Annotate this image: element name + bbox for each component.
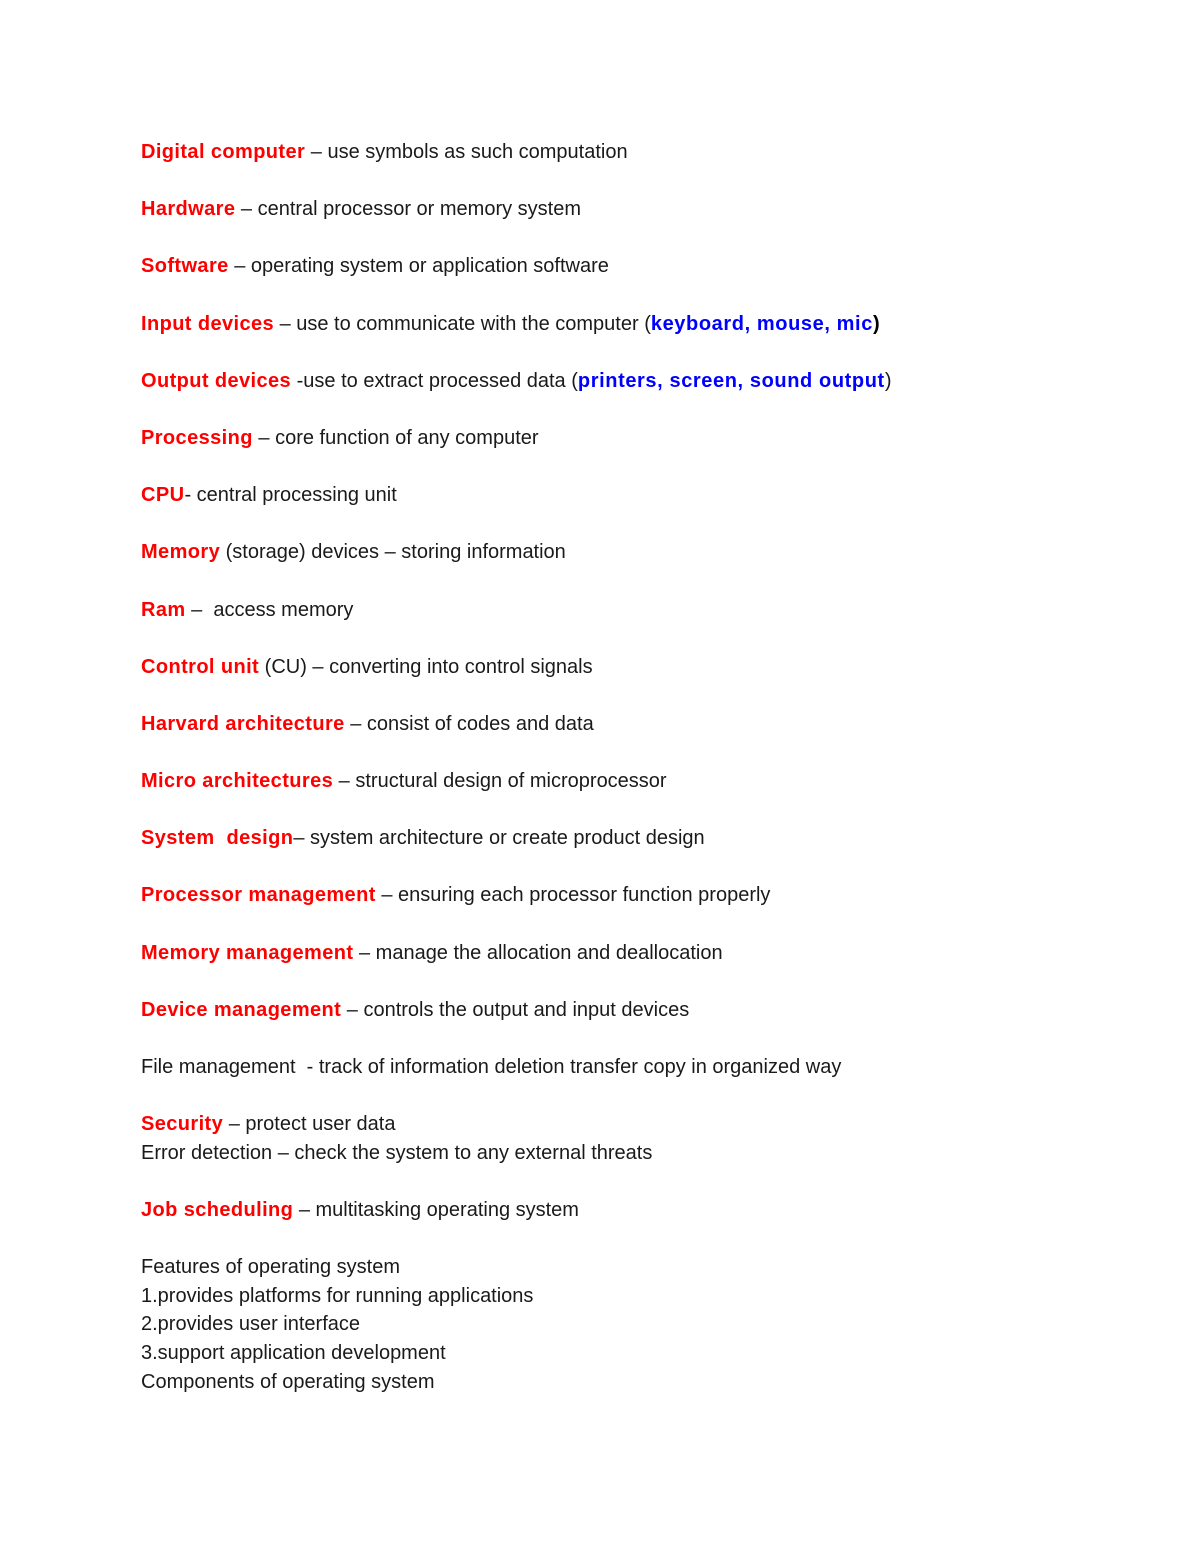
definition-text: – manage the allocation and deallocation xyxy=(353,941,723,964)
term: Job scheduling xyxy=(141,1198,294,1221)
definition-hardware xyxy=(141,195,1101,224)
components-heading xyxy=(141,1368,1101,1397)
definition-text: – central processor or memory system xyxy=(235,198,582,221)
term: Ram xyxy=(141,598,186,621)
closing-paren: ) xyxy=(884,369,892,392)
definition-device-management xyxy=(141,996,1101,1025)
term: Processor management xyxy=(141,884,376,907)
document-body xyxy=(141,138,1101,1396)
feature-item-text: 2.provides user interface xyxy=(141,1313,361,1336)
definition-cpu xyxy=(141,481,1101,510)
term: Input devices xyxy=(141,312,275,335)
feature-item xyxy=(141,1339,1101,1368)
definition-text: – multitasking operating system xyxy=(293,1198,579,1221)
definition-memory xyxy=(141,538,1101,567)
definition-software xyxy=(141,252,1101,281)
definition-security xyxy=(141,1110,1101,1139)
term: CPU xyxy=(141,484,185,507)
definition-harvard-architecture xyxy=(141,710,1101,739)
definition-processing xyxy=(141,424,1101,453)
definition-digital-computer xyxy=(141,138,1101,167)
definition-error-detection xyxy=(141,1139,1101,1168)
definition-text: – ensuring each processor function properly xyxy=(375,884,771,907)
term: Control unit xyxy=(141,655,260,678)
definition-text: – operating system or application software xyxy=(228,255,609,278)
features-heading xyxy=(141,1253,1101,1282)
definition-memory-management xyxy=(141,939,1101,968)
definition-text: -use to extract processed data ( xyxy=(291,369,578,392)
definition-output-devices xyxy=(141,367,1101,396)
term: Processing xyxy=(141,426,253,449)
term: Harvard architecture xyxy=(141,712,345,735)
examples-highlight: keyboard, mouse, mic xyxy=(650,312,873,335)
definition-text: – consist of codes and data xyxy=(344,712,594,735)
term: Memory management xyxy=(141,941,354,964)
definition-text: – protect user data xyxy=(223,1113,396,1136)
term: Digital computer xyxy=(141,141,306,163)
features-heading-text: Features of operating system xyxy=(141,1256,401,1279)
definition-job-scheduling xyxy=(141,1196,1101,1225)
definition-system-design xyxy=(141,824,1101,853)
feature-item-text: 3.support application development xyxy=(141,1341,446,1364)
definition-text: (storage) devices – storing information xyxy=(220,541,566,564)
term: Software xyxy=(141,255,229,278)
feature-item xyxy=(141,1310,1101,1339)
definition-text: Error detection – check the system to any external threats xyxy=(141,1141,653,1164)
term: System design xyxy=(141,827,294,850)
definition-text: File management - track of information deletion transfer copy in organized way xyxy=(141,1056,842,1078)
feature-item xyxy=(141,1282,1101,1311)
definition-text: – core function of any computer xyxy=(252,426,539,449)
definition-input-devices xyxy=(141,310,1101,339)
definition-text: – structural design of microprocessor xyxy=(333,770,667,793)
term: Memory xyxy=(141,541,221,564)
definition-text: – use to communicate with the computer ( xyxy=(274,312,651,335)
examples-highlight: printers, screen, sound output xyxy=(577,369,885,392)
feature-item-text: 1.provides platforms for running applications xyxy=(141,1284,534,1307)
term: Micro architectures xyxy=(141,770,334,793)
definition-text: – controls the output and input devices xyxy=(341,998,690,1021)
definition-ram xyxy=(141,596,1101,625)
definition-micro-architectures xyxy=(141,767,1101,796)
term: Security xyxy=(141,1113,224,1136)
definition-text: – access memory xyxy=(185,598,354,621)
term: Device management xyxy=(141,998,342,1021)
definition-text: (CU) – converting into control signals xyxy=(259,655,593,678)
definition-processor-management xyxy=(141,881,1101,910)
closing-paren: ) xyxy=(872,312,880,335)
definition-control-unit xyxy=(141,653,1101,682)
term: Hardware xyxy=(141,198,236,221)
definition-text: – use symbols as such computation xyxy=(305,141,628,163)
definition-file-management xyxy=(141,1053,1101,1082)
term: Output devices xyxy=(141,369,292,392)
definition-text: – system architecture or create product design xyxy=(293,827,705,850)
definition-text: - central processing unit xyxy=(184,484,397,507)
components-heading-text: Components of operating system xyxy=(141,1370,435,1393)
